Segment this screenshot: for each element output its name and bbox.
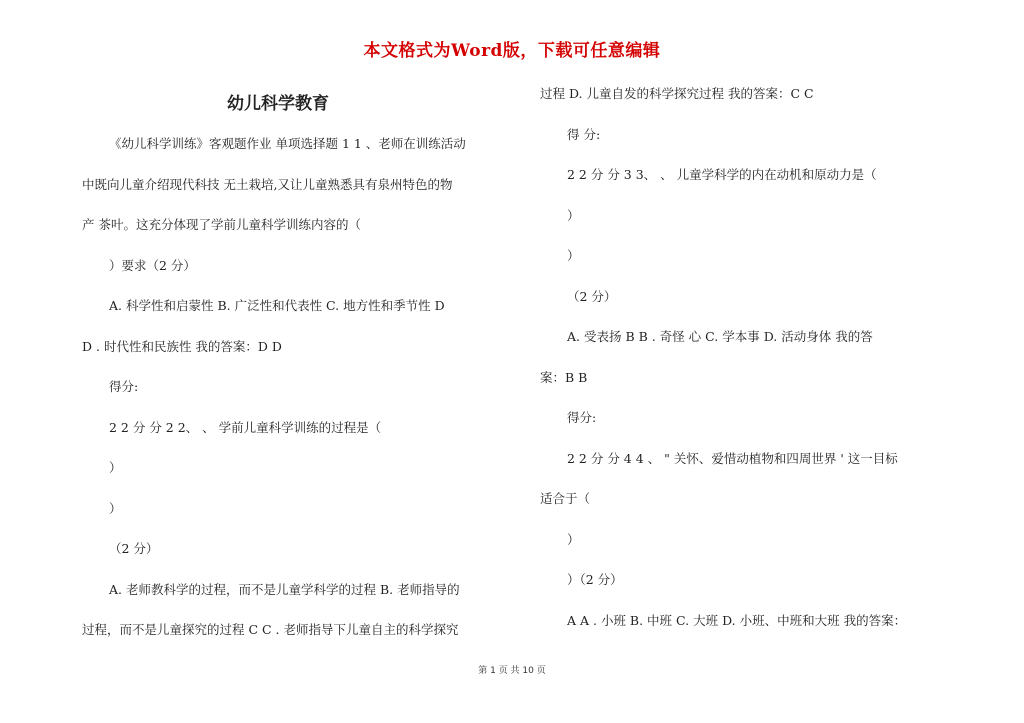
text-line: 得 分: bbox=[567, 126, 601, 142]
text-line: D . 时代性和民族性 我的答案：D D bbox=[82, 338, 282, 354]
text-line: A. 科学性和启蒙性 B. 广泛性和代表性 C. 地方性和季节性 D bbox=[109, 298, 445, 313]
text-line: ） bbox=[109, 460, 122, 475]
text-line: ） bbox=[567, 531, 580, 547]
left-column bbox=[82, 84, 512, 651]
text-line: 过程 D. 儿童自发的科学探究过程 我的答案：C C bbox=[540, 86, 814, 101]
text-line: 2 2 分 分 4 4 、 " 关怀、爱惜动植物和四周世界 ' 这一目标 bbox=[567, 450, 898, 466]
text-line: 得分: bbox=[109, 379, 139, 394]
text-line: A A . 小班 B. 中班 C. 大班 D. 小班、中班和大班 我的答案： bbox=[567, 612, 907, 628]
text-line: 2 2 分 分 2 2、 、 学前儿童科学训练的过程是（ bbox=[109, 419, 382, 435]
text-line: （2 分） bbox=[109, 541, 159, 556]
text-line: 适合于（ bbox=[540, 491, 591, 506]
text-line: 过程，而不是儿童探究的过程 C C . 老师指导下儿童自主的科学探究 bbox=[82, 622, 459, 637]
page-number: 第 1 页 共 10 页 bbox=[478, 666, 546, 676]
text-line: 案：B B bbox=[540, 369, 588, 385]
document-title: 幼儿科学教育 bbox=[227, 94, 329, 114]
right-column bbox=[540, 74, 965, 641]
text-line: 得分: bbox=[567, 410, 597, 425]
text-line: 产 茶叶。这充分体现了学前儿童科学训练内容的（ bbox=[82, 217, 361, 232]
text-line: 中既向儿童介绍现代科技 无土栽培,又让儿童熟悉具有泉州特色的物 bbox=[82, 176, 453, 192]
text-line: ） bbox=[567, 248, 580, 263]
text-line: 《幼儿科学训练》客观题作业 单项选择题 1 1 、老师在训练活动 bbox=[109, 136, 466, 151]
text-line: ） bbox=[109, 500, 122, 516]
text-line: （2 分） bbox=[567, 288, 617, 304]
text-line: ） bbox=[567, 207, 580, 223]
text-line: A. 老师教科学的过程，而不是儿童学科学的过程 B. 老师指导的 bbox=[109, 581, 460, 597]
text-line: A. 受表扬 B B . 奇怪 心 C. 学本事 D. 活动身体 我的答 bbox=[567, 329, 873, 344]
text-line: ）要求（2 分） bbox=[109, 257, 196, 273]
text-line: 2 2 分 分 3 3、 、 儿童学科学的内在动机和原动力是（ bbox=[567, 167, 877, 182]
text-line: ）（2 分） bbox=[567, 572, 623, 587]
download-banner: 本文格式为Word版，下载可任意编辑 bbox=[363, 41, 661, 61]
